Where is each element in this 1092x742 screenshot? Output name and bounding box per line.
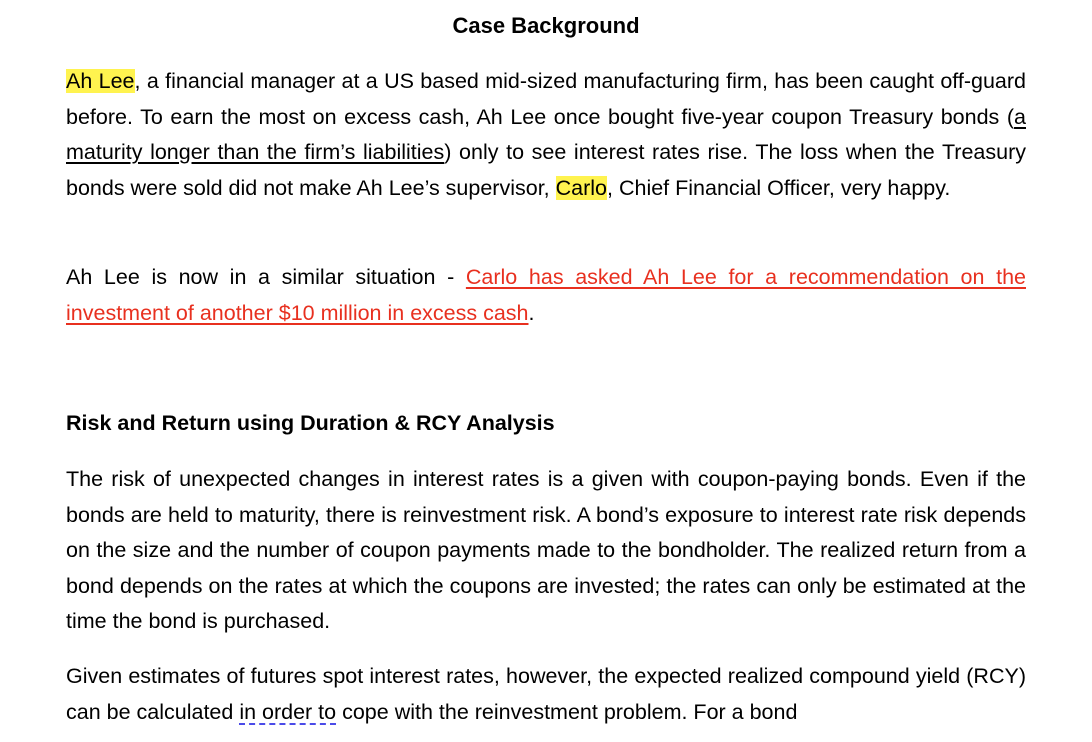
section-heading: Risk and Return using Duration & RCY Analysis: [66, 411, 555, 435]
text-run: Given estimates of futures spot interest rates, however, the expected realized compound yield (RCY) can be calculated: [66, 664, 1026, 724]
grammar-flag[interactable]: in order to: [239, 699, 337, 724]
text-run: ) only to see interest rates rise. The loss when the Treasury bonds were sold did not make Ah Lee’s supervisor,: [66, 140, 1026, 200]
text-run: , a financial manager at a US based mid-sized manufacturing firm, has been caught off-guard before. To earn the most on excess cash, Ah Lee once bought five-year coupon Treasury bonds (: [66, 69, 1026, 129]
text-run: cope with the reinvestment problem. For a bond: [336, 699, 798, 724]
text-run: , Chief Financial Officer, very happy.: [607, 175, 951, 200]
text-run: Ah Lee is now in a similar situation -: [66, 265, 466, 289]
highlight-ah-lee: Ah Lee: [66, 69, 135, 93]
paragraph-situation: [66, 260, 1026, 331]
paragraph-risk: The risk of unexpected changes in interest rates is a given with coupon-paying bonds. Even if the bonds are held to maturity, there is reinvestment risk. A bond’s exposure to interest rate risk depends on the size and the number of coupon payments made to the bondholder. The realized return from a bond depends on the rates at which the coupons are invested; the rates can only be estimated at the time the bond is purchased.: [66, 467, 1026, 633]
paragraph-background: [66, 64, 1026, 206]
underlined-text: a maturity longer than the firm’s liabilities: [66, 104, 1026, 164]
highlight-carlo: Carlo: [555, 175, 608, 200]
red-underlined-text: Carlo has asked Ah Lee for a recommendation on the investment of another $10 million in excess cash: [66, 265, 1026, 325]
text-run: .: [528, 300, 535, 325]
paragraph-rcy: [66, 659, 1026, 730]
section-title: Case Background: [452, 13, 640, 38]
